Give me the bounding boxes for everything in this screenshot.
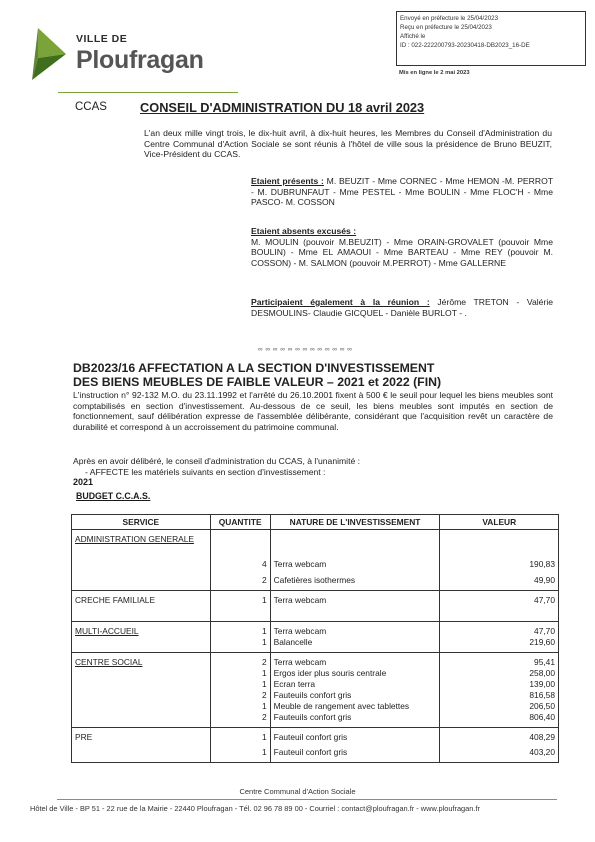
- stamp-received: Reçu en préfecture le 25/04/2023: [400, 24, 492, 31]
- decision-title-line2: DES BIENS MEUBLES DE FAIBLE VALEUR – 2021 et 2022 (FIN): [73, 375, 442, 389]
- table-row: [72, 530, 559, 560]
- cell-nature: Terra webcam: [270, 622, 440, 638]
- table-row: [72, 622, 559, 638]
- table-row: [72, 712, 559, 728]
- deliberation-block: [73, 456, 553, 477]
- cell-qty: 1: [210, 679, 270, 690]
- intro-paragraph: L'an deux mille vingt trois, le dix-huit avril, à dix-huit heures, les Membres du Conseil d'Administration du Centre Communal d'Action Sociale se sont réunis à l'hôtel de ville sous la présidence de Bruno BEUZIT, Vice-Président du CCAS.: [144, 128, 552, 160]
- cell-nature: Meuble de rangement avec tablettes: [270, 701, 440, 712]
- absent-members: [251, 226, 553, 268]
- table-row: [72, 637, 559, 653]
- cell-nature: Balancelle: [270, 637, 440, 653]
- cell-nature: Terra webcam: [270, 653, 440, 669]
- city-logo-icon: [32, 28, 66, 80]
- budget-label: BUDGET C.C.A.S.: [76, 491, 151, 501]
- deliberation-text: Après en avoir délibéré, le conseil d'administration du CCAS, à l'unanimité :: [73, 456, 361, 466]
- present-list: M. BEUZIT - Mme CORNEC - Mme HEMON -M. PERROT - M. DUBRUNFAUT - Mme PESTEL - Mme BOULIN - Mme FLOC'H - Mme PASCO- M. COSSON: [251, 176, 553, 208]
- cell-qty: 1: [210, 668, 270, 679]
- cell-service: [72, 570, 211, 591]
- cell-service: CRECHE FAMILIALE: [72, 591, 211, 622]
- cell-qty: 2: [210, 570, 270, 591]
- cell-service: PRE: [72, 728, 211, 744]
- table-row: [72, 668, 559, 679]
- ccas-label: CCAS: [75, 101, 107, 113]
- online-date: Mis en ligne le 2 mai 2023: [399, 70, 470, 76]
- cell-service: [72, 701, 211, 712]
- cell-service: [72, 679, 211, 690]
- cell-qty: 1: [210, 743, 270, 763]
- cell-service: [72, 743, 211, 763]
- instruction-paragraph: L'instruction n° 92-132 M.O. du 23.11.1992 et l'arrêté du 26.10.2001 fixent à 500 € le seuil pour lequel les biens meubles sont comptabilisés en section d'investissement. Au-dessous de ce seuil, les biens meubles sont imputés en section de fonctionnement, sauf délibération expresse de l'assemblée délibérante, considérant que l'acquisition revêt un caractère de durabilité et correspond à un accroissement du patrimoine communal.: [73, 390, 553, 432]
- cell-service: [72, 712, 211, 728]
- cell-nature: [270, 530, 440, 560]
- affect-text: - AFFECTE les matériels suivants en section d'investissement :: [85, 466, 326, 477]
- cell-nature: Cafetières isothermes: [270, 570, 440, 591]
- decision-title: [73, 361, 441, 389]
- cell-service: CENTRE SOCIAL: [72, 653, 211, 669]
- also-present: [251, 297, 553, 318]
- cell-qty: 4: [210, 559, 270, 570]
- cell-qty: [210, 530, 270, 560]
- cell-value: 139,00: [440, 679, 559, 690]
- cell-value: 47,70: [440, 591, 559, 622]
- col-quantity: QUANTITE: [210, 515, 270, 530]
- cell-nature: Fauteuils confort gris: [270, 690, 440, 701]
- also-list: Jérôme TRETON - Valérie DESMOULINS- Claudie GICQUEL - Danièle BURLOT - .: [251, 297, 554, 318]
- cell-service: [72, 668, 211, 679]
- cell-nature: Terra webcam: [270, 591, 440, 622]
- cell-qty: 2: [210, 690, 270, 701]
- footer-organization: Centre Communal d'Action Sociale: [239, 787, 356, 796]
- cell-service: [72, 690, 211, 701]
- logo-ville-label: VILLE DE: [76, 33, 128, 45]
- cell-nature: Fauteuils confort gris: [270, 712, 440, 728]
- cell-nature: Ecran terra: [270, 679, 440, 690]
- cell-value: 190,83: [440, 559, 559, 570]
- table-row: [72, 653, 559, 669]
- footer-divider: [57, 799, 557, 800]
- cell-nature: Terra webcam: [270, 559, 440, 570]
- present-label: Etaient présents :: [251, 176, 324, 186]
- absent-label: Etaient absents excusés :: [251, 226, 357, 236]
- table-header-row: [72, 515, 559, 530]
- cell-qty: 2: [210, 653, 270, 669]
- prefecture-stamp: [396, 11, 586, 66]
- cell-service: MULTI-ACCUEIL: [72, 622, 211, 638]
- cell-nature: Fauteuil confort gris: [270, 728, 440, 744]
- table-row: [72, 728, 559, 744]
- cell-nature: Fauteuil confort gris: [270, 743, 440, 763]
- logo-city-name: Ploufragan: [76, 46, 204, 74]
- cell-value: 49,90: [440, 570, 559, 591]
- cell-value: 806,40: [440, 712, 559, 728]
- year-label: 2021: [73, 477, 94, 487]
- stamp-posted: Affiché le: [400, 33, 426, 40]
- cell-service: [72, 559, 211, 570]
- cell-qty: 2: [210, 712, 270, 728]
- cell-qty: 1: [210, 591, 270, 622]
- cell-qty: 1: [210, 637, 270, 653]
- cell-qty: 1: [210, 728, 270, 744]
- footer-contact: Hôtel de Ville - BP 51 - 22 rue de la Mairie - 22440 Ploufragan - Tél. 02 96 78 89 00 - Courriel : contact@ploufragan.fr - www.ploufragan.fr: [30, 804, 480, 813]
- absent-list: M. MOULIN (pouvoir M.BEUZIT) - Mme ORAIN-GROVALET (pouvoir Mme BOULIN) - Mme EL AMAOUI - Mme BARTEAU - Mme REY (pouvoir M. COSSON) - M. SALMON (pouvoir M.PERROT) - Mme GALLERNE: [251, 236, 553, 268]
- separator-ornament: ∞ ∞ ∞ ∞ ∞ ∞ ∞ ∞ ∞ ∞ ∞ ∞ ∞: [258, 346, 353, 353]
- stamp-id: ID : 022-222200793-20230418-DB2023_16-DE: [400, 42, 530, 49]
- cell-value: 258,00: [440, 668, 559, 679]
- cell-value: 206,50: [440, 701, 559, 712]
- cell-value: 403,20: [440, 743, 559, 763]
- col-value: VALEUR: [440, 515, 559, 530]
- col-service: SERVICE: [72, 515, 211, 530]
- cell-value: 408,29: [440, 728, 559, 744]
- cell-value: 47,70: [440, 622, 559, 638]
- cell-value: 816,58: [440, 690, 559, 701]
- cell-service: [72, 637, 211, 653]
- cell-qty: 1: [210, 622, 270, 638]
- stamp-sent: Envoyé en préfecture le 25/04/2023: [400, 15, 499, 22]
- cell-value: 219,60: [440, 637, 559, 653]
- decision-title-line1: DB2023/16 AFFECTATION A LA SECTION D'INVESTISSEMENT: [73, 361, 435, 375]
- col-nature: NATURE DE L'INVESTISSEMENT: [270, 515, 440, 530]
- table-row: [72, 570, 559, 591]
- cell-value: 95,41: [440, 653, 559, 669]
- table-row: [72, 701, 559, 712]
- also-label: Participaient également à la réunion :: [251, 297, 430, 307]
- cell-value: [440, 530, 559, 560]
- cell-nature: Ergos ider plus souris centrale: [270, 668, 440, 679]
- table-row: [72, 679, 559, 690]
- table-row: [72, 690, 559, 701]
- table-row: [72, 591, 559, 622]
- cell-qty: 1: [210, 701, 270, 712]
- cell-service: ADMINISTRATION GENERALE: [72, 530, 211, 560]
- investment-table: [71, 514, 559, 763]
- table-row: [72, 559, 559, 570]
- present-members: [251, 176, 553, 208]
- logo-divider: [58, 92, 238, 93]
- table-row: [72, 743, 559, 763]
- page-title: CONSEIL D'ADMINISTRATION DU 18 avril 2023: [140, 100, 425, 115]
